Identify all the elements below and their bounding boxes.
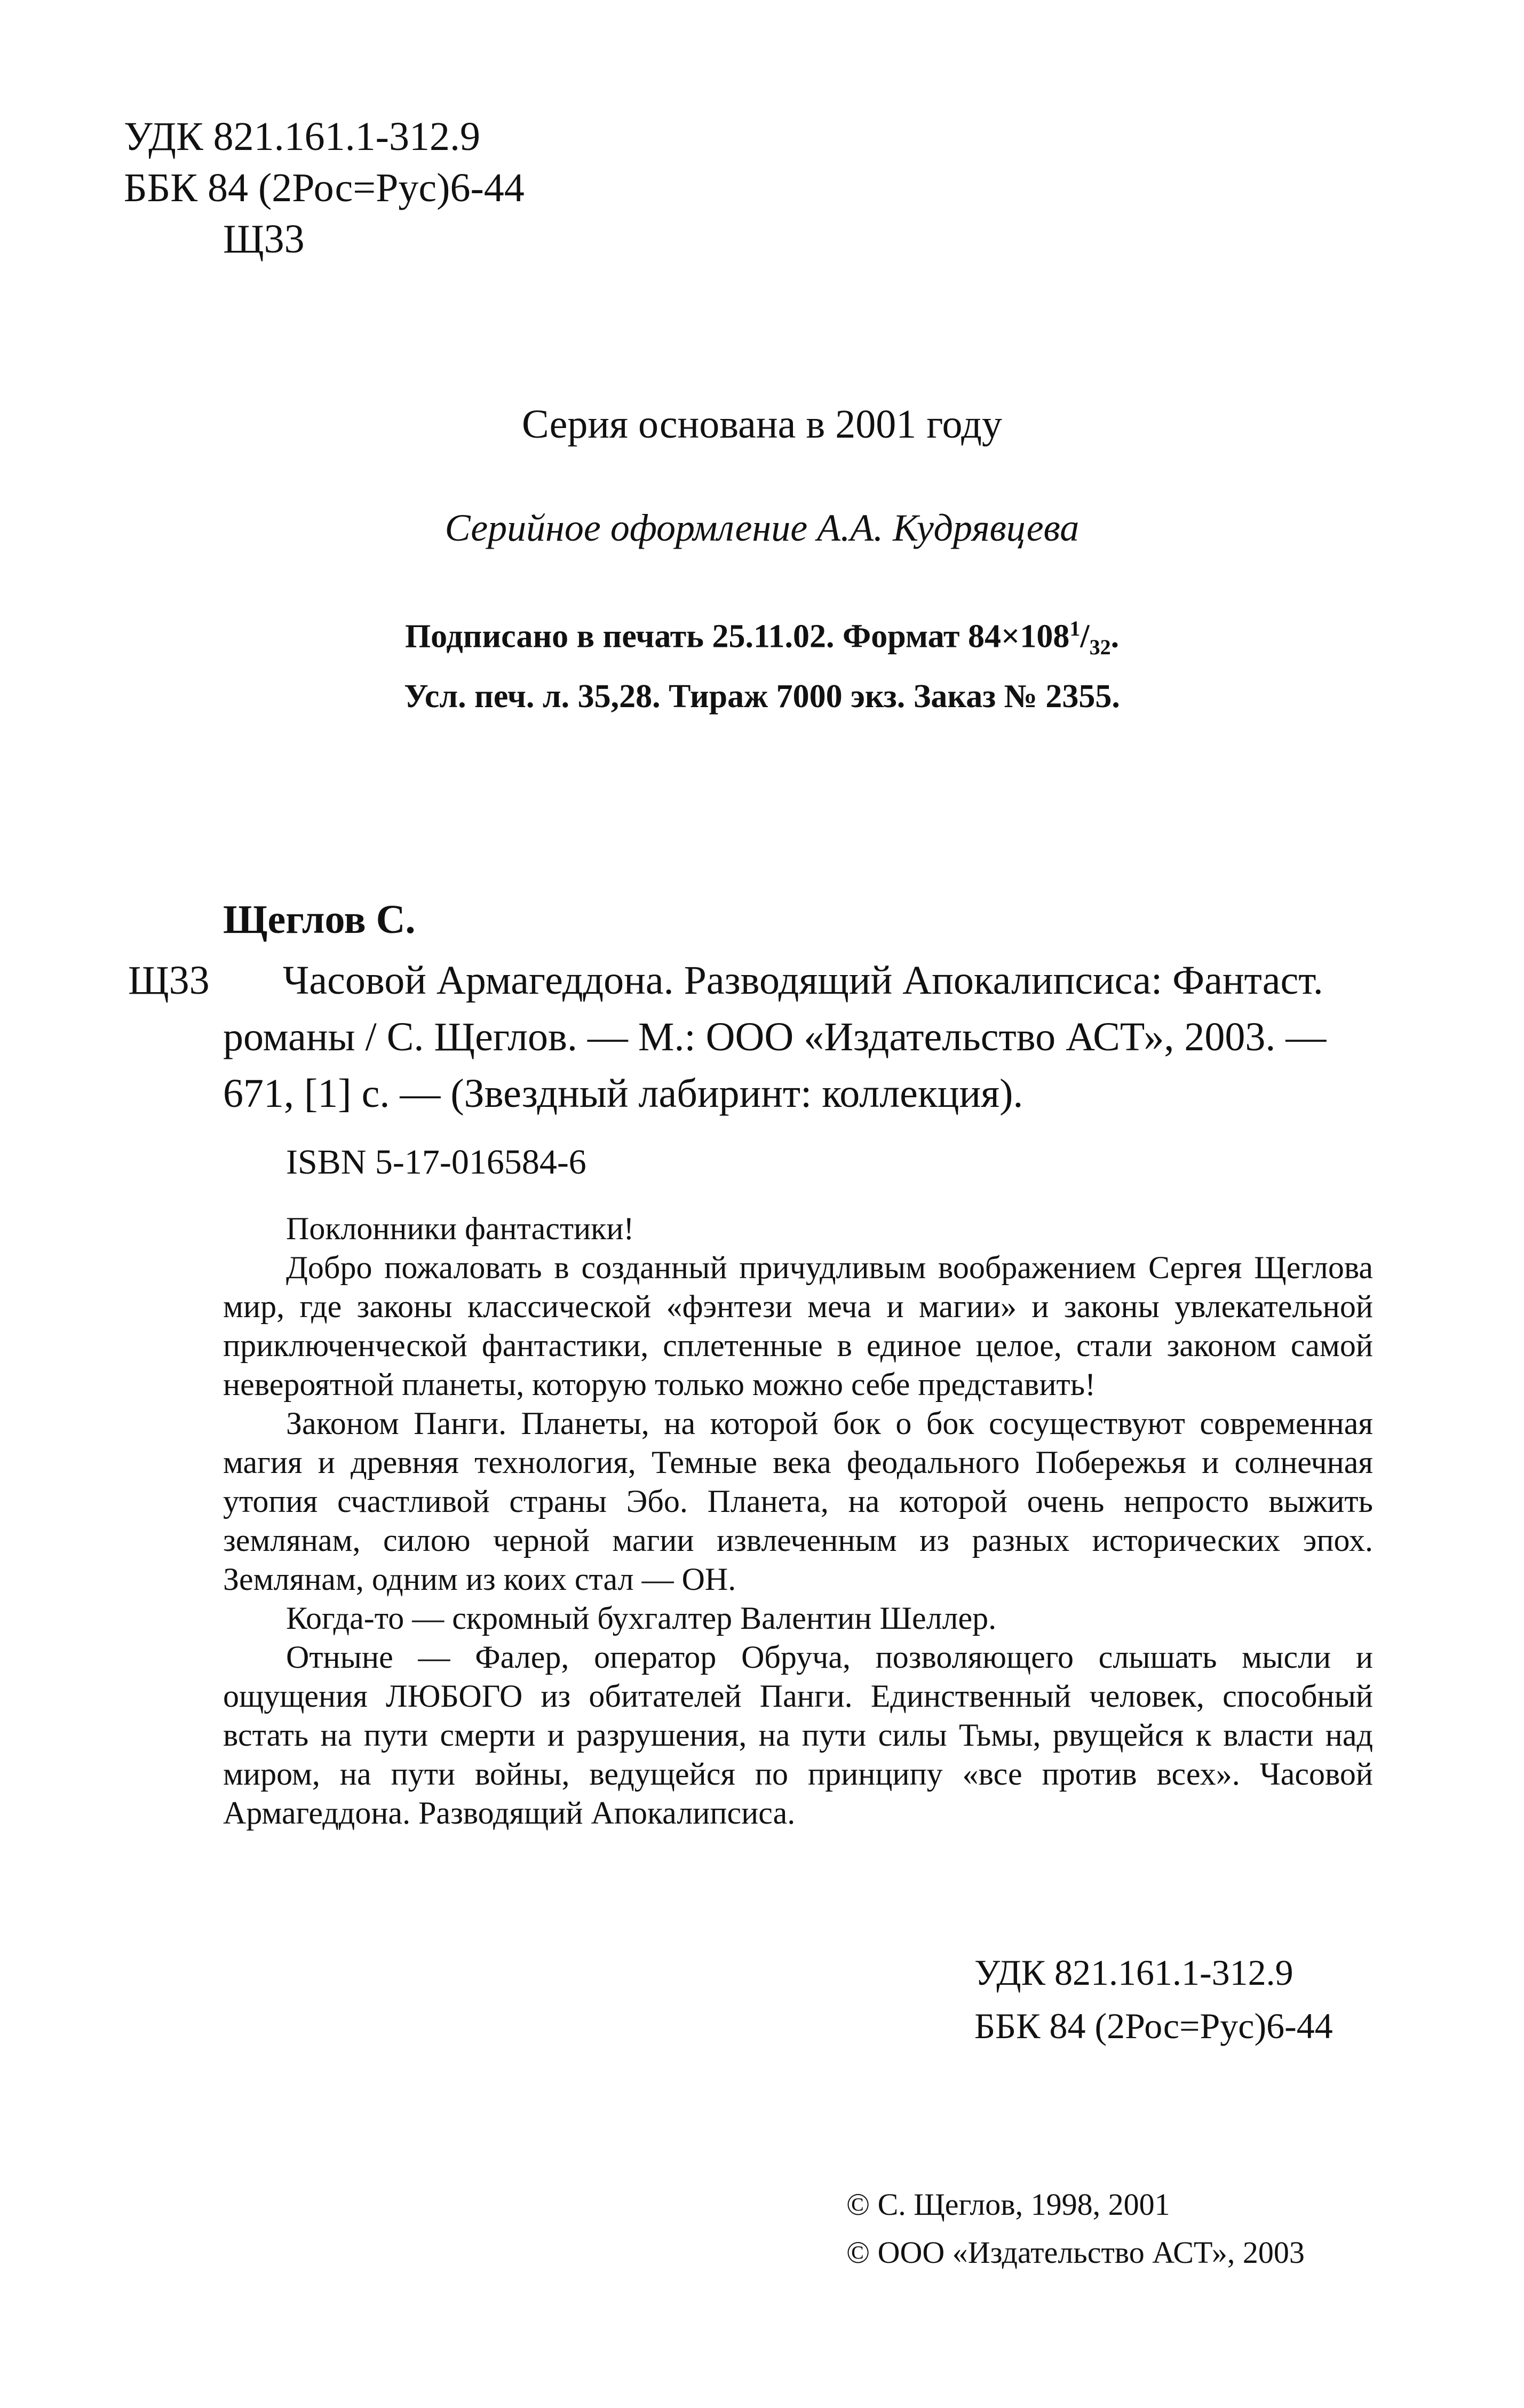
- closing-udk-code: УДК 821.161.1-312.9: [974, 1952, 1293, 1993]
- annotation-paragraph: Отныне — Фалер, оператор Обруча, позволяющего слышать мысли и ощущения ЛЮБОГО из обитателей Панги. Единственный человек, способный встать на пути смерти и разрушения, на пути силы Тьмы, рвущейся к власти над миром, на пути войны, ведущейся по принципу «все против всех». Часовой Армагеддона. Разводящий Апокалипсиса.: [223, 1639, 1373, 1831]
- closing-bbk-code: ББК 84 (2Рос=Рус)6-44: [974, 2006, 1333, 2046]
- catalog-line1: Часовой Армагеддона. Разводящий Апокалипсиса: Фантаст.: [283, 958, 1323, 1003]
- classification-block: [124, 111, 525, 265]
- print-info: [0, 604, 1524, 721]
- annotation-paragraph: Законом Панги. Планеты, на которой бок о бок сосуществуют современная магия и древняя технология, Темные века феодального Побережья и солнечная утопия счастливой страны Эбо. Планета, на которой очень непросто выжить землянам, силою черной магии извлеченным из разных исторических эпох. Землянам, одним из коих стал — ОН.: [223, 1406, 1373, 1597]
- closing-codes: [974, 1946, 1333, 2053]
- series-note: Серия основана в 2001 году: [522, 402, 1002, 447]
- print-format-end: .: [1110, 618, 1120, 655]
- catalog-line2: романы / С. Щеглов. — М.: ООО «Издательство АСТ», 2003. —: [223, 1015, 1327, 1059]
- annotation-paragraph: Добро пожаловать в созданный причудливым воображением Сергея Щеглова мир, где законы классической «фэнтези меча и магии» и законы увлекательной приключенческой фантастики, сплетенные в единое целое, стали законом самой невероятной планеты, которую только можно себе представить!: [223, 1250, 1373, 1402]
- print-format-text: Подписано в печать 25.11.02. Формат 84×108: [404, 618, 1070, 655]
- copyright-block: [846, 2181, 1305, 2277]
- author-sign: Щ33: [223, 217, 305, 262]
- print-format-sub: 32: [1089, 635, 1111, 660]
- catalog-line3: 671, [1] с. — (Звездный лабиринт: коллекция).: [223, 1071, 1023, 1116]
- print-info-line2: Усл. печ. л. 35,28. Тираж 7000 экз. Заказ № 2355.: [404, 678, 1120, 715]
- print-info-line1: Подписано в печать 25.11.02. Формат $84\times 108^1/_{32}$.: [404, 616, 1120, 660]
- design-credit: Серийное оформление А.А. Кудрявцева: [444, 506, 1080, 549]
- copyright-author: © С. Щеглов, 1998, 2001: [846, 2187, 1170, 2222]
- annotation-paragraph: Когда-то — скромный бухгалтер Валентин Шеллер.: [286, 1601, 997, 1636]
- print-format-sup: 1: [1069, 616, 1081, 640]
- copyright-publisher: © ООО «Издательство АСТ», 2003: [846, 2235, 1305, 2270]
- annotation: [223, 1209, 1373, 1833]
- udk-code: УДК 821.161.1-312.9: [124, 114, 480, 159]
- isbn: ISBN 5-17-016584-6: [286, 1143, 586, 1182]
- annotation-paragraph: Поклонники фантастики!: [286, 1211, 634, 1246]
- bbk-code: ББК 84 (2Рос=Рус)6-44: [124, 165, 525, 210]
- catalog-author-heading: Щеглов С.: [223, 897, 416, 942]
- catalog-sign: Щ33: [128, 958, 210, 1003]
